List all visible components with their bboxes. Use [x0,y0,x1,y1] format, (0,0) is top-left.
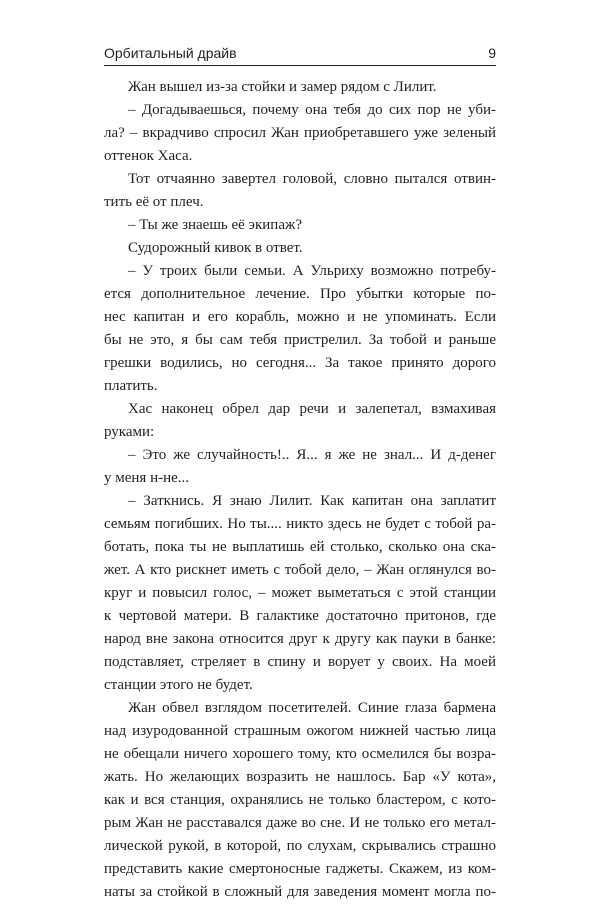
text-line: ла? – вкрадчиво спросил Жан приобретавшего уже зеленый [104,125,496,141]
text-line: рым Жан не расставался даже во сне. И не только его метал- [104,815,496,831]
text-line: Тот отчаянно завертел головой, словно пытался отвин- [128,171,496,187]
text-line: семьям погибших. Но ты.... никто здесь не будет с тобой ра- [104,516,496,532]
text-line: представить какие смертоносные гаджеты. Скажем, из ком- [104,861,496,877]
text-line: над изуродованной страшным ожогом нижней частью лица [104,723,496,739]
text-line: бы не это, я бы сам тебя пристрелил. За тобой и раньше [104,332,496,348]
text-line: круг и повысил голос, – может выметаться с этой станции [104,585,496,601]
text-line: платить. [104,378,158,394]
text-line: жать. Но желающих возразить не нашлось. Бар «У кота», [104,769,496,785]
text-line: как и вся станция, охранялись не только бластером, с кото- [104,792,496,808]
text-line: Судорожный кивок в ответ. [128,240,303,256]
text-line: – У троих были семьи. А Ульриху возможно потребу- [128,263,496,279]
text-line: грешки водились, но сегодня... За такое принято дорого [104,355,496,371]
text-line: станции этого не будет. [104,677,253,693]
text-line: – Догадываешься, почему она тебя до сих пор не уби- [128,102,496,118]
page-number: 9 [488,45,496,61]
text-line: нес капитан и его корабль, можно и не упоминать. Если [104,309,496,325]
text-line: у меня н-не... [104,470,190,486]
body-text [104,76,496,904]
text-line: народ вне закона относится друг к другу как пауки в банке: [104,631,496,647]
text-line: – Заткнись. Я знаю Лилит. Как капитан она заплатит [128,493,496,509]
book-title: Орбитальный драйв [104,45,237,61]
text-line: наты за стойкой в сложный для заведения момент могла по- [104,884,496,900]
text-line: ботать, пока ты не выплатишь ей столько, сколько она ска- [104,539,496,555]
text-line: тить её от плеч. [104,194,204,210]
running-header [104,40,496,66]
text-line: – Это же случайность!.. Я... я же не знал... И д-денег [128,447,496,463]
text-line: оттенок Хаса. [104,148,193,164]
text-line: Хас наконец обрел дар речи и залепетал, взмахивая [128,401,496,417]
text-line: ется дополнительное лечение. Про убытки которые по- [104,286,496,302]
text-line: жет. А кто рискнет иметь с тобой дело, – Жан оглянулся во- [104,562,496,578]
text-line: Жан вышел из-за стойки и замер рядом с Лилит. [128,79,437,95]
text-line: Жан обвел взглядом посетителей. Синие глаза бармена [128,700,496,716]
text-line: подставляет, стреляет в спину и ворует у своих. На моей [104,654,496,670]
text-line: – Ты же знаешь её экипаж? [128,217,303,233]
text-line: руками: [104,424,155,440]
text-line: к чертовой матери. В галактике достаточно притонов, где [104,608,496,624]
text-line: лической рукой, в которой, по слухам, скрывались страшно [104,838,496,854]
text-line: не обещали ничего хорошего тому, кто осмелился бы возра- [104,746,496,762]
